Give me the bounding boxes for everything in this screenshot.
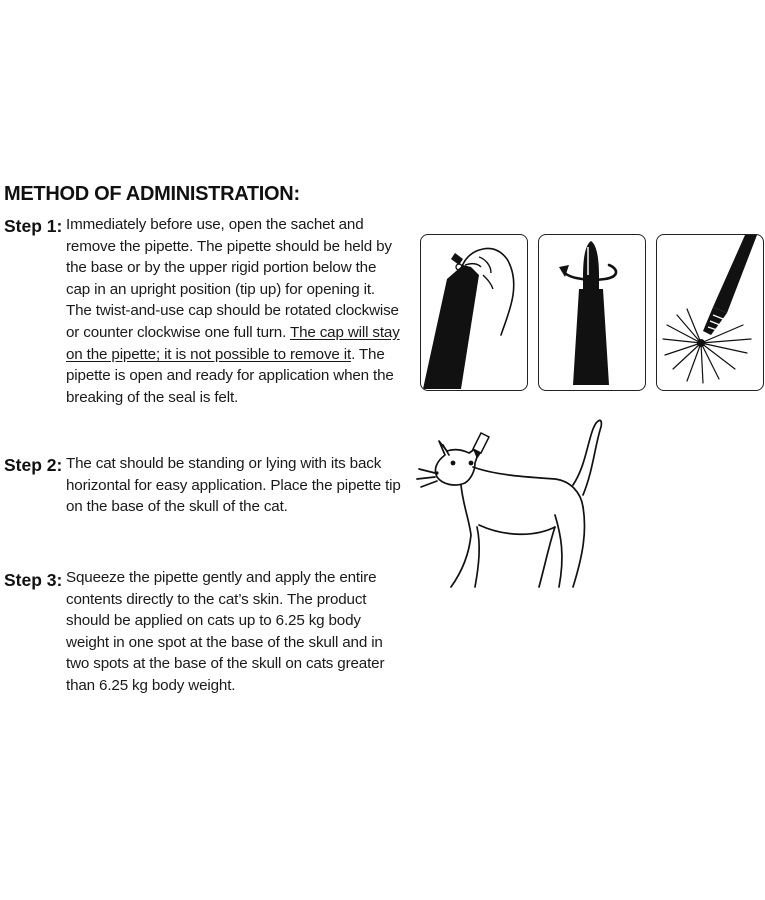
step-1-underlined-text: The cap will stay on the pipette; it is not possible to remove it xyxy=(66,323,400,363)
document-heading: METHOD OF ADMINISTRATION: xyxy=(4,183,300,205)
illustration-panel-1 xyxy=(420,234,528,391)
hand-holding-pipette-icon xyxy=(421,235,526,389)
twist-cap-arrow-icon xyxy=(539,235,644,389)
step-2-label: Step 2: xyxy=(4,455,63,475)
step-2-text: The cat should be standing or lying with its back horizontal for easy application. Place the pipette tip on the base of the skull of the cat. xyxy=(66,455,401,516)
pipette-squeeze-drop-icon xyxy=(657,235,762,389)
illustration-panel-2 xyxy=(538,234,646,391)
step-3-text: Squeeze the pipette gently and apply the entire contents directly to the cat’s skin. The product should be applied on cats up to 6.25 kg body weight in one spot at the base of the skull and in two spots at the base of the skull on cats greater than 6.25 kg body weight. xyxy=(66,569,385,694)
step-1-text-before: Immediately before use, open the sachet and remove the pipette. The pipette should be held by the base or by the upper rigid portion below the cap in an upright position (tip up) for opening it. The twist-and-use cap should be rotated clockwise or counter clockwise one full turn. xyxy=(66,216,399,341)
step-1-label: Step 1: xyxy=(4,216,63,236)
step-3-label: Step 3: xyxy=(4,570,63,590)
illustration-panel-3 xyxy=(656,234,764,391)
step-1-text-after: . The pipette is open and ready for application when the breaking of the seal is felt. xyxy=(66,345,394,406)
step-1-text xyxy=(66,214,401,408)
cat-with-pipette-icon xyxy=(415,415,610,595)
